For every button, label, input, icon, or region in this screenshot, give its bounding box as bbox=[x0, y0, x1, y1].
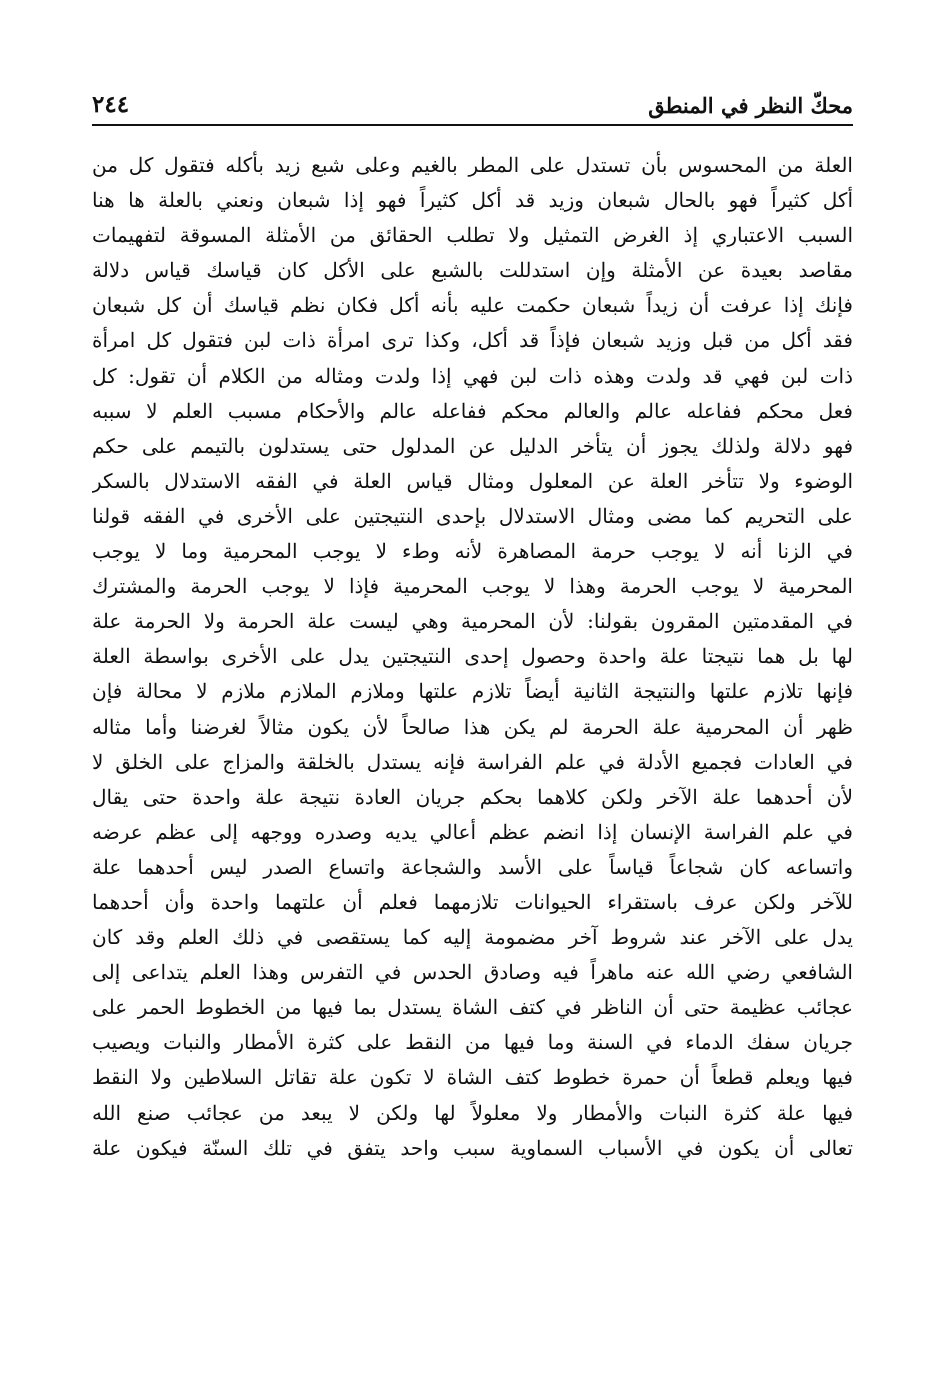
text-line: الشافعي رضي الله عنه ماهراً فيه وصادق الحدس في التفرس وهذا العلم يتداعى إلى bbox=[92, 960, 853, 985]
running-header bbox=[92, 82, 853, 126]
text-line: مقاصد بعيدة عن الأمثلة وإن استدللت بالشبع على الأكل كان قياسك قياس دلالة bbox=[92, 258, 853, 283]
text-line: فيها ويعلم قطعاً أن حمرة خطوط كتف الشاة لا تكون علة تقاتل السلاطين ولا النقط bbox=[92, 1065, 853, 1090]
text-line: ذات لبن فهي قد ولدت وهذه ذات لبن فهي إذا ولدت ومثاله من الكلام أن تقول: كل bbox=[92, 363, 853, 388]
page-number: ٢٤٤ bbox=[92, 91, 130, 118]
text-line: لأن أحدهما علة الآخر ولكن كلاهما بحكم جريان العادة نتيجة علة واحدة حتى يقال bbox=[92, 784, 853, 809]
text-line: فقد أكل من قبل وزيد شبعان فإذاً قد أكل، وكذا ترى امرأة ذات لبن فتقول كل امرأة bbox=[92, 328, 853, 353]
text-line: يدل على الآخر عند شروط آخر مضمومة إليه كما يستقصى في ذلك العلم وقد كان bbox=[92, 925, 853, 950]
text-line: ظهر أن المحرمية علة الحرمة لم يكن هذا صالحاً لأن يكون مثالاً لغرضنا وأما مثاله bbox=[92, 714, 853, 739]
text-line: في المقدمتين المقرون بقولنا: لأن المحرمية وهي ليست علة الحرمة ولا الحرمة علة bbox=[92, 609, 853, 634]
body-text bbox=[92, 148, 853, 1166]
text-line: فإنك إذا عرفت أن زيداً شبعان حكمت عليه بأنه أكل فكان نظم قياسك أن كل شبعان bbox=[92, 293, 853, 318]
text-line: لها بل هما نتيجتا علة واحدة وحصول إحدى النتيجتين يدل على الأخرى بواسطة العلة bbox=[92, 644, 853, 669]
text-line: في الزنا أنه لا يوجب حرمة المصاهرة لأنه وطء لا يوجب المحرمية وما لا يوجب bbox=[92, 539, 853, 564]
text-line: في العادات فجميع الأدلة في علم الفراسة فإنه يستدل بالخلقة والمزاج على الخلق لا bbox=[92, 749, 853, 774]
text-line: واتساعه كان شجاعاً قياساً على الأسد والشجاعة واتساع الصدر ليس أحدهما علة bbox=[92, 854, 853, 879]
text-line: على التحريم كما مضى ومثال الاستدلال بإحدى النتيجتين على الأخرى في الفقه قولنا bbox=[92, 503, 853, 528]
text-line: فإنها تلازم علتها والنتيجة الثانية أيضاً تلازم علتها وملازم الملازم ملازم لا محالة فإن bbox=[92, 679, 853, 704]
page-title: محكّ النظر في المنطق bbox=[648, 93, 853, 118]
text-line: فهو دلالة ولذلك يجوز أن يتأخر الدليل عن المدلول حتى يستدلون بالتيمم على حكم bbox=[92, 433, 853, 458]
text-line: فعل محكم ففاعله عالم والعالم محكم ففاعله عالم والأحكام مسبب العلم لا سببه bbox=[92, 398, 853, 423]
text-line: الوضوء ولا تتأخر العلة عن المعلول ومثال قياس العلة في الفقه الاستدلال بالسكر bbox=[92, 468, 853, 493]
text-line: المحرمية لا يوجب الحرمة وهذا لا يوجب المحرمية فإذا لا يوجب الحرمة والمشترك bbox=[92, 574, 853, 599]
text-line: جريان سفك الدماء في السنة وما فيها من النقط على كثرة الأمطار والنبات ويصيب bbox=[92, 1030, 853, 1055]
text-line: فيها علة كثرة النبات والأمطار ولا معلولاً لها ولكن لا يبعد من عجائب صنع الله bbox=[92, 1100, 853, 1125]
text-line: تعالى أن يكون في الأسباب السماوية سبب واحد يتفق في تلك السنّة فيكون علة bbox=[92, 1135, 853, 1160]
text-line: أكل كثيراً فهو بالحال شبعان وزيد قد أكل كثيراً فهو إذا شبعان ونعني بالعلة ها هنا bbox=[92, 188, 853, 213]
text-line: السبب الاعتباري إذ الغرض التمثيل ولا تطلب الحقائق من الأمثلة المسوقة لتفهيمات bbox=[92, 223, 853, 248]
text-line: عجائب عظيمة حتى أن الناظر في كتف الشاة يستدل بما فيها من الخطوط الحمر على bbox=[92, 995, 853, 1020]
text-line: في علم الفراسة الإنسان إذا انضم عظم أعالي يديه وصدره ووجهه إلى عظم عرضه bbox=[92, 819, 853, 844]
text-line: العلة من المحسوس بأن تستدل على المطر بالغيم وعلى شبع زيد بأكله فتقول كل من bbox=[92, 153, 853, 177]
text-line: للآخر ولكن عرف باستقراء الحيوانات تلازمهما فعلم أن علتهما واحدة وأن أحدهما bbox=[92, 889, 853, 914]
